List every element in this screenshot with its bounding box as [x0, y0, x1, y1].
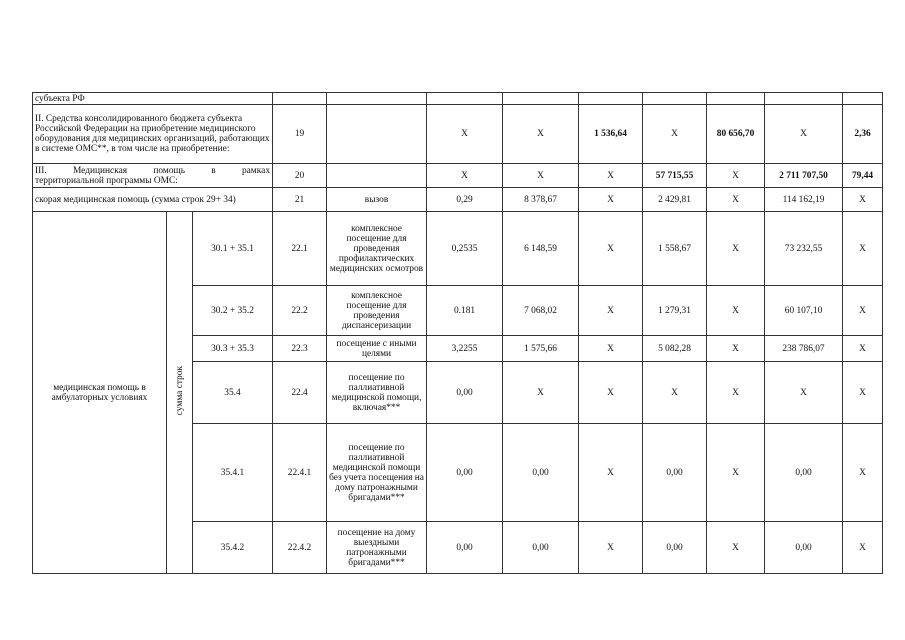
cell: X: [579, 164, 643, 188]
cell: X: [707, 188, 765, 212]
sum-cell: 30.1 + 35.1: [193, 212, 273, 286]
vertical-label: [167, 212, 193, 574]
row-label-line: территориальной программы ОМС:: [35, 175, 178, 186]
cell: X: [427, 164, 503, 188]
cell: 0,00: [765, 522, 843, 574]
cell: 1 558,67: [643, 212, 707, 286]
cell: 2 429,81: [643, 188, 707, 212]
table-row: [33, 93, 883, 105]
line-number: 21: [273, 188, 327, 212]
cell: X: [579, 424, 643, 522]
cell: X: [843, 212, 883, 286]
cell: 8 378,67: [503, 188, 579, 212]
cell: 2,36: [843, 105, 883, 164]
unit: комплексное посещение для проведения профилактических медицинских осмотров: [327, 212, 427, 286]
cell: 79,44: [843, 164, 883, 188]
sum-cell: 30.2 + 35.2: [193, 286, 273, 336]
cell: 57 715,55: [643, 164, 707, 188]
cell: X: [843, 336, 883, 362]
cell: X: [579, 522, 643, 574]
table-row: [33, 105, 883, 164]
cell: X: [503, 164, 579, 188]
unit: посещение с иными целями: [327, 336, 427, 362]
cell: X: [765, 105, 843, 164]
cell: 0,2535: [427, 212, 503, 286]
cell: 0,00: [427, 522, 503, 574]
table-row: [33, 212, 883, 286]
financing-table: [32, 92, 883, 574]
cell: X: [843, 424, 883, 522]
cell: X: [579, 362, 643, 424]
cell: X: [843, 522, 883, 574]
line-number: 22.2: [273, 286, 327, 336]
row-label: субъекта РФ: [33, 93, 273, 105]
line-number: 22.3: [273, 336, 327, 362]
cell: X: [707, 286, 765, 336]
vertical-label-text: сумма строк: [174, 366, 185, 416]
cell: X: [643, 362, 707, 424]
cell: X: [579, 286, 643, 336]
cell: X: [503, 105, 579, 164]
cell: X: [707, 362, 765, 424]
line-number: 19: [273, 105, 327, 164]
cell: 0,00: [427, 362, 503, 424]
cell: 80 656,70: [707, 105, 765, 164]
line-number: 22.4.1: [273, 424, 327, 522]
unit: посещение по паллиативной медицинской помощи, включая***: [327, 362, 427, 424]
cell: X: [427, 105, 503, 164]
row-label: [33, 164, 273, 188]
cell: 5 082,28: [643, 336, 707, 362]
line-number: 22.1: [273, 212, 327, 286]
unit: вызов: [327, 188, 427, 212]
cell: 0,00: [503, 522, 579, 574]
cell: 73 232,55: [765, 212, 843, 286]
cell: X: [765, 362, 843, 424]
cell: 6 148,59: [503, 212, 579, 286]
cell: 60 107,10: [765, 286, 843, 336]
cell: 0.181: [427, 286, 503, 336]
line-number: 22.4: [273, 362, 327, 424]
cell: X: [579, 188, 643, 212]
cell: X: [503, 362, 579, 424]
cell: X: [579, 336, 643, 362]
cell: 1 575,66: [503, 336, 579, 362]
cell: 238 786,07: [765, 336, 843, 362]
row-label: скорая медицинская помощь (сумма строк 29+ 34): [33, 188, 273, 212]
cell: 0,00: [427, 424, 503, 522]
cell: 0,00: [643, 522, 707, 574]
row-label-line: III. Медицинская помощь в рамках: [35, 165, 271, 176]
group-label: медицинская помощь в амбулаторных условиях: [33, 212, 167, 574]
cell: 2 711 707,50: [765, 164, 843, 188]
cell: X: [707, 424, 765, 522]
cell: X: [707, 522, 765, 574]
sum-cell: 35.4.1: [193, 424, 273, 522]
row-label: II. Средства консолидированного бюджета субъекта Российской Федерации на приобретение медицинского оборудования для медицинских организаций, работающих в системе ОМС**, в том числе на приобретение:: [33, 105, 273, 164]
cell: 0,00: [643, 424, 707, 522]
cell: X: [843, 362, 883, 424]
cell: 1 536,64: [579, 105, 643, 164]
sum-cell: 35.4.2: [193, 522, 273, 574]
unit: посещение на дому выездными патронажными бригадами***: [327, 522, 427, 574]
cell: X: [579, 212, 643, 286]
line-number: 20: [273, 164, 327, 188]
cell: X: [707, 336, 765, 362]
cell: X: [707, 212, 765, 286]
cell: 114 162,19: [765, 188, 843, 212]
cell: X: [843, 286, 883, 336]
unit: комплексное посещение для проведения диспансеризации: [327, 286, 427, 336]
cell: 0,29: [427, 188, 503, 212]
cell: 3,2255: [427, 336, 503, 362]
table-row: [33, 164, 883, 188]
cell: 0,00: [503, 424, 579, 522]
sum-cell: 30.3 + 35.3: [193, 336, 273, 362]
cell: X: [643, 105, 707, 164]
cell: 1 279,31: [643, 286, 707, 336]
cell: 0,00: [765, 424, 843, 522]
line-number: 22.4.2: [273, 522, 327, 574]
cell: 7 068,02: [503, 286, 579, 336]
table-row: [33, 188, 883, 212]
cell: X: [843, 188, 883, 212]
cell: X: [707, 164, 765, 188]
sum-cell: 35.4: [193, 362, 273, 424]
unit: посещение по паллиативной медицинской помощи без учета посещения на дому патронажными бригадами***: [327, 424, 427, 522]
